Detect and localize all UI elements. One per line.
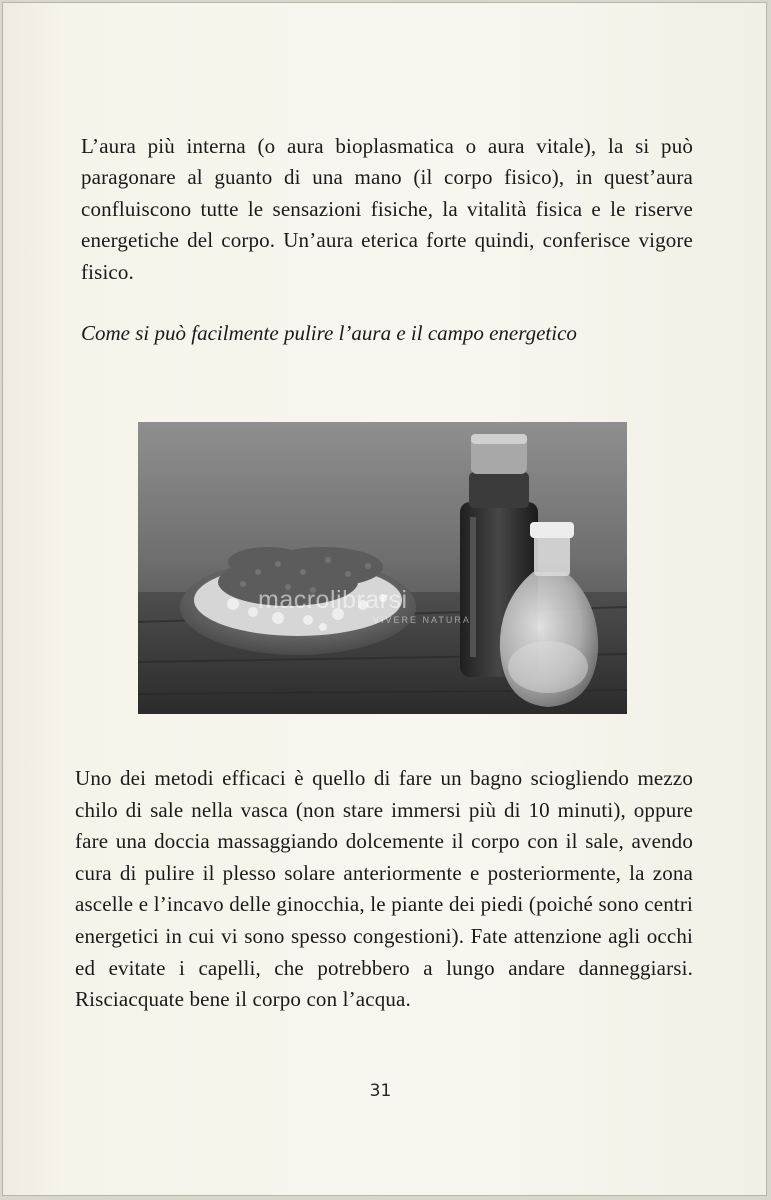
book-page [2,2,767,1196]
section-heading: Come si può facilmente pulire l’aura e il campo energetico [81,321,577,345]
body-paragraph-aura: L’aura più interna (o aura bioplasmatica o aura vitale), la si può paragonare al guanto di una mano (il corpo fisico), in quest’aura confluiscono tutte le sensazioni fisiche, la vitalità fisica e le riserve energetiche del corpo. Un’aura eterica forte quindi, conferisce vigore fisico. [81,134,693,284]
body-paragraph-salt-bath: Uno dei metodi efficaci è quello di fare un bagno sciogliendo mezzo chilo di sale nella vasca (non stare immersi più di 10 minuti), oppure fare una doccia massaggiando dolcemente il corpo con il sale, avendo cura di pulire il plesso solare anteriormente e posteriormente, la zona ascelle e l’incavo delle ginocchia, le piante dei piedi (poiché sono centri energetici in cui vi sono spesso congestioni). Fate attenzione agli occhi ed evitate i capelli, che potrebbero a lungo andare danneggiarsi. Risciacquate bene il corpo con l’acqua. [75,766,693,1012]
photo-watermark: macrolibrarsi [258,586,408,614]
page-number: 31 [369,1081,392,1101]
photo-salt-lavender-oils [138,422,627,714]
photo-watermark-tagline: VIVERE NATURA [373,615,471,625]
